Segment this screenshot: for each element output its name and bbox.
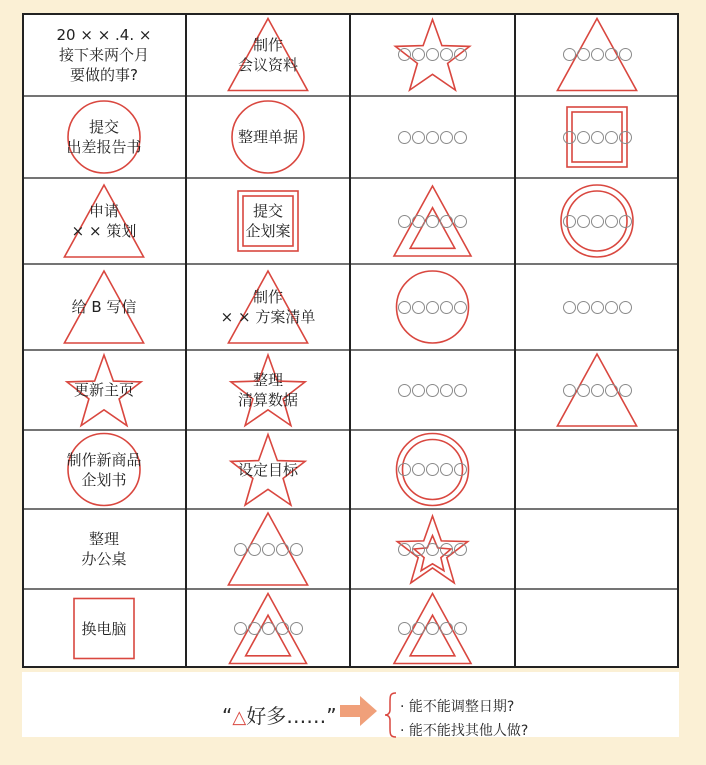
- progress-circle: [605, 131, 618, 144]
- progress-circle: [577, 301, 590, 314]
- progress-circle: [290, 543, 303, 556]
- progress-circle: [412, 301, 425, 314]
- progress-circle: [412, 215, 425, 228]
- task-cell: [22, 509, 186, 589]
- progress-circle: [619, 384, 632, 397]
- progress-circle: [605, 301, 618, 314]
- progress-circle: [605, 215, 618, 228]
- progress-circle: [454, 301, 467, 314]
- status-cell: [350, 178, 515, 264]
- progress-circle: [440, 543, 453, 556]
- progress-circle: [426, 622, 439, 635]
- brace-icon: [384, 692, 398, 738]
- task-label: 制作新商品 企划书: [66, 450, 142, 489]
- task-cell: [186, 13, 350, 96]
- task-label: 更新主页: [73, 381, 134, 399]
- task-cell: [22, 350, 186, 430]
- task-cell: [186, 509, 350, 589]
- task-cell: [186, 350, 350, 430]
- header-line: 接下来两个月: [58, 45, 149, 64]
- task-cell: [186, 178, 350, 264]
- progress-circles: [398, 215, 467, 228]
- progress-circle: [591, 301, 604, 314]
- progress-circle: [619, 215, 632, 228]
- task-cell: [186, 430, 350, 509]
- question-adjust-date: · 能不能调整日期?: [400, 699, 515, 715]
- status-cell: [350, 589, 515, 668]
- status-cell: [350, 430, 515, 509]
- progress-circle: [454, 215, 467, 228]
- table-header: [57, 25, 152, 85]
- task-cell: [186, 264, 350, 350]
- progress-circle: [412, 463, 425, 476]
- status-cell: [350, 350, 515, 430]
- task-label: 整理 清算数据: [237, 371, 298, 409]
- progress-circle: [563, 384, 576, 397]
- progress-circle: [440, 463, 453, 476]
- progress-circle: [440, 301, 453, 314]
- task-cell: [186, 96, 350, 178]
- status-cell: [350, 96, 515, 178]
- status-cell: [515, 589, 679, 668]
- progress-circle: [398, 622, 411, 635]
- header-line: 20 × × .4. ×: [56, 25, 152, 44]
- progress-circle: [426, 463, 439, 476]
- progress-circle: [412, 48, 425, 61]
- task-label: 设定目标: [237, 460, 298, 479]
- progress-circles: [398, 622, 467, 635]
- progress-circle: [619, 48, 632, 61]
- progress-circles: [234, 543, 303, 556]
- progress-circle: [591, 131, 604, 144]
- progress-circle: [605, 48, 618, 61]
- task-cell: [22, 589, 186, 668]
- progress-circles: [398, 131, 467, 144]
- progress-circles: [398, 543, 467, 556]
- progress-circle: [563, 215, 576, 228]
- quote-open: “: [222, 704, 233, 728]
- progress-circle: [426, 384, 439, 397]
- progress-circle: [591, 215, 604, 228]
- progress-circle: [591, 48, 604, 61]
- progress-circle: [262, 543, 275, 556]
- progress-circle: [563, 131, 576, 144]
- task-label: 整理 办公桌: [81, 530, 127, 568]
- progress-circle: [398, 48, 411, 61]
- status-cell: [515, 430, 679, 509]
- progress-circle: [290, 622, 303, 635]
- progress-circle: [454, 463, 467, 476]
- status-cell: [350, 13, 515, 96]
- progress-circle: [605, 384, 618, 397]
- progress-circle: [412, 622, 425, 635]
- progress-circle: [440, 622, 453, 635]
- progress-circle: [412, 543, 425, 556]
- progress-circle: [398, 301, 411, 314]
- status-cell: [350, 509, 515, 589]
- progress-circle: [440, 131, 453, 144]
- progress-circle: [412, 384, 425, 397]
- status-cell: [515, 96, 679, 178]
- task-label: 制作 会议资料: [237, 35, 298, 74]
- task-label: 给 B 写信: [71, 298, 137, 316]
- task-cell: [22, 264, 186, 350]
- quote-text: 好多……”: [246, 704, 337, 728]
- progress-circles: [563, 131, 632, 144]
- progress-circles: [398, 384, 467, 397]
- progress-circle: [577, 384, 590, 397]
- progress-circle: [398, 543, 411, 556]
- task-cell: [22, 13, 186, 96]
- progress-circle: [398, 131, 411, 144]
- progress-circle: [577, 48, 590, 61]
- progress-circle: [248, 543, 261, 556]
- progress-circle: [454, 622, 467, 635]
- header-line: 要做的事?: [70, 65, 138, 84]
- progress-circle: [454, 48, 467, 61]
- task-cell: [186, 589, 350, 668]
- progress-circle: [454, 384, 467, 397]
- task-cell: [22, 178, 186, 264]
- progress-circles: [398, 301, 467, 314]
- task-label: 提交 出差报告书: [66, 118, 142, 156]
- progress-circle: [591, 384, 604, 397]
- footer-note: [22, 672, 679, 737]
- status-cell: [515, 13, 679, 96]
- question-delegate: · 能不能找其他人做?: [400, 723, 529, 739]
- progress-circle: [426, 543, 439, 556]
- progress-circle: [440, 48, 453, 61]
- arrow-right-icon: [340, 696, 378, 726]
- progress-circle: [577, 215, 590, 228]
- progress-circle: [426, 48, 439, 61]
- progress-circle: [398, 384, 411, 397]
- progress-circle: [619, 301, 632, 314]
- progress-circle: [563, 48, 576, 61]
- progress-circle: [426, 215, 439, 228]
- progress-circle: [577, 131, 590, 144]
- footer-quote: [222, 700, 337, 729]
- progress-circle: [426, 131, 439, 144]
- task-cell: [22, 430, 186, 509]
- task-cell: [22, 96, 186, 178]
- progress-circles: [563, 301, 632, 314]
- triangle-mark: △: [232, 707, 247, 728]
- progress-circles: [398, 48, 467, 61]
- status-cell: [515, 178, 679, 264]
- progress-circle: [619, 131, 632, 144]
- progress-circle: [262, 622, 275, 635]
- task-label: 换电脑: [81, 619, 127, 638]
- progress-circle: [276, 543, 289, 556]
- progress-circles: [563, 384, 632, 397]
- task-label: 制作 × × 方案清单: [220, 288, 316, 326]
- progress-circle: [454, 543, 467, 556]
- progress-circles: [234, 622, 303, 635]
- progress-circle: [563, 301, 576, 314]
- progress-circle: [248, 622, 261, 635]
- progress-circle: [234, 622, 247, 635]
- progress-circles: [563, 48, 632, 61]
- progress-circle: [398, 215, 411, 228]
- progress-circle: [454, 131, 467, 144]
- task-label: 申请 × × 策划: [71, 202, 137, 240]
- task-table: [22, 13, 679, 668]
- progress-circle: [426, 301, 439, 314]
- status-cell: [515, 350, 679, 430]
- progress-circle: [234, 543, 247, 556]
- status-cell: [350, 264, 515, 350]
- progress-circle: [440, 215, 453, 228]
- progress-circle: [276, 622, 289, 635]
- progress-circles: [398, 463, 467, 476]
- task-label: 整理单据: [237, 128, 298, 146]
- progress-circle: [440, 384, 453, 397]
- progress-circle: [398, 463, 411, 476]
- task-label: 提交 企划案: [245, 202, 291, 240]
- status-cell: [515, 509, 679, 589]
- status-cell: [515, 264, 679, 350]
- progress-circles: [563, 215, 632, 228]
- progress-circle: [412, 131, 425, 144]
